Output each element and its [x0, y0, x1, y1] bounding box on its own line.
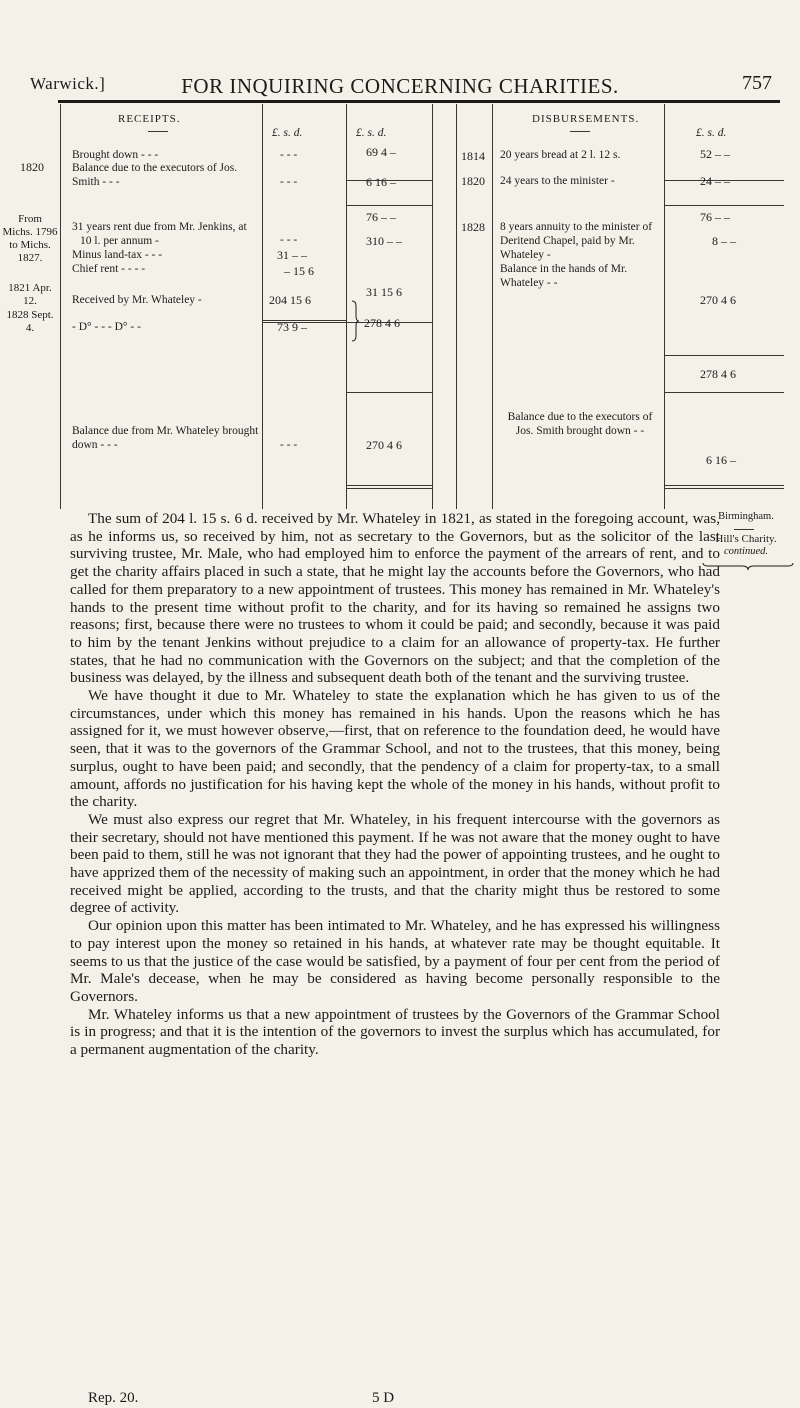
- page-number: 757: [742, 72, 772, 94]
- disbursements-heading: DISBURSEMENTS.: [532, 113, 640, 125]
- receipt-text: 31 years rent due from Mr. Jenkins, at 10 l. per annum -: [72, 221, 247, 247]
- date-1814: 1814: [461, 149, 485, 163]
- date-period: From Michs. 1796 to Michs. 1827.: [2, 213, 58, 264]
- amount: 204 15 6: [269, 293, 311, 307]
- sum-rule: [664, 205, 784, 206]
- dashes: - - -: [280, 176, 298, 188]
- sum-rule: [346, 485, 432, 486]
- amount: 24 – –: [700, 174, 730, 188]
- signature-mark: 5 D: [372, 1390, 395, 1406]
- heading-dash: [148, 131, 168, 132]
- paragraph: Mr. Whateley informs us that a new appointment of trustees by the Governors of the Grammar School is in progress; and that it is the intention of the governors to invest the surplus which has accumulated, for a permanent augmentation of the charity.: [70, 1005, 720, 1059]
- sum-rule: [664, 355, 784, 356]
- currency-heading-c: £. s. d.: [696, 127, 727, 139]
- receipt-text: Minus land-tax - - -: [72, 249, 163, 261]
- margin-note-title: Hill's Charity.: [715, 533, 777, 545]
- table-divider: [432, 104, 433, 509]
- amount: 8 – –: [712, 234, 736, 248]
- receipt-text: Brought down - - -: [72, 149, 159, 161]
- receipt-text: - D° - - - D° - -: [72, 321, 141, 333]
- sum-rule: [664, 488, 784, 489]
- disbursement-text: Balance in the hands of Mr. Whateley - -: [500, 263, 628, 289]
- amount: 6 16 –: [366, 175, 396, 189]
- date-1828: 1828 Sept. 4.: [6, 309, 54, 334]
- table-divider: [346, 104, 347, 509]
- table-divider: [60, 104, 61, 509]
- currency-heading-b: £. s. d.: [356, 127, 387, 139]
- total: 76 – –: [700, 210, 730, 224]
- subtotal: 76 – –: [366, 210, 396, 224]
- header-rule: [58, 100, 780, 103]
- disbursement-text: 8 years annuity to the minister of Deritend Chapel, paid by Mr. Whateley -: [500, 221, 653, 261]
- date-1828: 1828: [461, 220, 485, 234]
- subtotal: 278 4 6: [364, 316, 400, 330]
- receipt-text: Chief rent - - - -: [72, 263, 146, 275]
- table-divider: [664, 104, 665, 509]
- body-text: [70, 510, 720, 1059]
- disbursement-text: Balance due to the executors of Jos. Smith brought down - -: [507, 411, 653, 437]
- paragraph: Our opinion upon this matter has been intimated to Mr. Whateley, and he has expressed his willingness to pay interest upon the money so retained in his hands, at whatever rate may be thought equitable. It seems to us that the justice of the case would be satisfied, by a payment of four per cent from the period of Mr. Male's decease, when he may be considered as having become personally responsible to the Governors.: [70, 917, 720, 1005]
- disbursement-text: 24 years to the minister -: [500, 175, 615, 187]
- report-number: Rep. 20.: [88, 1390, 139, 1406]
- amount: 73 9 –: [277, 320, 307, 334]
- receipt-text: Balance due from Mr. Whateley brought down - - -: [72, 425, 259, 451]
- table-divider: [262, 104, 263, 509]
- disbursement-text: 20 years bread at 2 l. 12 s.: [500, 149, 621, 161]
- amount: 69 4 –: [366, 145, 396, 159]
- running-head-title: FOR INQUIRING CONCERNING CHARITIES.: [181, 74, 619, 98]
- sum-rule: [346, 488, 432, 489]
- currency-heading-a: £. s. d.: [272, 127, 303, 139]
- amount: 310 – –: [366, 234, 402, 248]
- amount: 270 4 6: [366, 438, 402, 452]
- receipt-text: Balance due to the executors of Jos. Smith - - -: [72, 162, 238, 188]
- amount: 52 – –: [700, 147, 730, 161]
- amount: 270 4 6: [700, 293, 736, 307]
- date-1820: 1820: [20, 160, 44, 174]
- sum-rule: [664, 485, 784, 486]
- receipt-text: Received by Mr. Whateley -: [72, 294, 202, 306]
- sum-rule: [346, 392, 432, 393]
- date-1821: 1821 Apr. 12.: [8, 282, 52, 307]
- sum-rule: [664, 392, 784, 393]
- heading-dash: [570, 131, 590, 132]
- margin-place: Birmingham.: [718, 511, 774, 522]
- table-divider: [456, 104, 457, 509]
- total: 278 4 6: [700, 367, 736, 381]
- dashes: - - -: [280, 439, 298, 451]
- brace-icon: [350, 300, 360, 342]
- dashes: - - -: [280, 234, 298, 246]
- paragraph: We have thought it due to Mr. Whateley to state the explanation which he has given to us of the circumstances, under which this money has remained in his hands. Upon the reasons which he has assigned for it, we must however observe,—first, that on reference to the foundation deed, he would have seen, that it was to the governors of the Grammar School, and not to the trustees, that this money, being surplus, ought to have been paid; and secondly, that the pendency of a claim for property-tax, to a small amount, affords no justification for his having kept the whole of the money in his hands, without profit to the charity.: [70, 687, 720, 811]
- table-divider: [492, 104, 493, 509]
- receipts-heading: RECEIPTS.: [118, 113, 181, 125]
- paragraph: We must also express our regret that Mr. Whateley, in his frequent intercourse with the governors as their secretary, should not have mentioned this payment. If he was not aware that the money ought to have been paid to them, still he was not ignorant that they had the power of appointing trustees, and he ought to have apprized them of the necessity of making such an appointment, in order that the money which he had received might be applied, according to the trusts, and that the charity might thus be restored to some degree of activity.: [70, 810, 720, 917]
- date-1820: 1820: [461, 174, 485, 188]
- running-head-county: Warwick.]: [30, 74, 106, 93]
- amount: 6 16 –: [706, 453, 736, 467]
- margin-dash: [734, 529, 754, 530]
- margin-note-sub: continued.: [723, 546, 769, 557]
- sum-rule: [346, 205, 432, 206]
- dashes: - - -: [280, 149, 298, 161]
- paragraph: The sum of 204 l. 15 s. 6 d. received by Mr. Whateley in 1821, as stated in the foregoing account, was, as he informs us, so received by him, not as secretary to the Governors, but as the solicitor of the last surviving trustee, Mr. Male, who had employed him to enforce the payment of the arrears of rent, and to get the charity affairs placed in such a state, that he might lay the accounts before the Governors, who had called for them preparatory to a new appointment of trustees. This money has remained in Mr. Whateley's hands to the present time without profit to the charity, and for its having so remained he assigns two reasons; first, because there were no trustees to whom it could be paid; and secondly, because it was paid to him by the tenant Jenkins without prejudice to a claim for an allowance of property-tax. He further states, that he had no communication with the Governors on the subject; and that the completion of the business was delayed, by the illness and subsequent death both of the tenant and the surviving trustee.: [70, 510, 720, 687]
- amount: – 15 6: [284, 264, 314, 278]
- amount: 31 – –: [277, 248, 307, 262]
- subtotal: 31 15 6: [366, 285, 402, 299]
